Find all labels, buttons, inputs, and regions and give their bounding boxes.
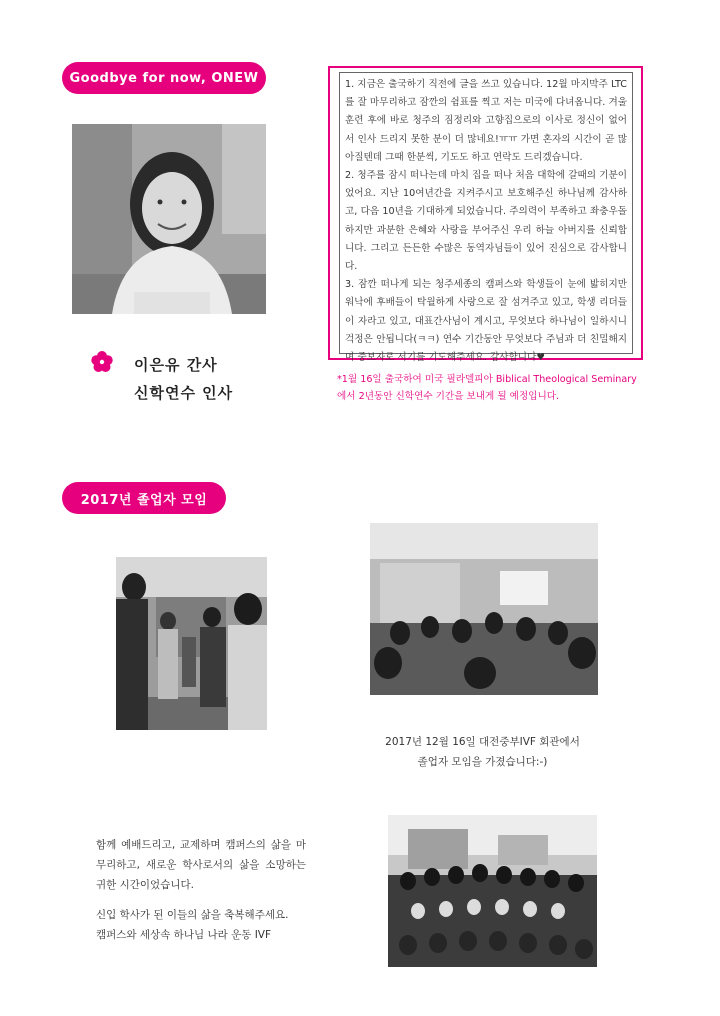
body-paragraph-2-line-1: 신입 학사가 된 이들의 삶을 축복해주세요. xyxy=(96,909,289,921)
flower-icon xyxy=(90,350,114,374)
goodbye-banner: Goodbye for now, ONEW xyxy=(62,62,266,94)
study-note-line-1: *1월 16일 출국하여 미국 필라델피아 Biblical Theological Seminary xyxy=(337,374,637,385)
meeting-room-photo xyxy=(370,523,598,695)
staff-title: 신학연수 인사 xyxy=(134,384,234,402)
body-paragraph-1: 함께 예배드리고, 교제하며 캠퍼스의 삶을 마무리하고, 새로운 학사로서의 삶을 소망하는 귀한 시간이었습니다. xyxy=(96,839,306,891)
staff-name: 이은유 간사 xyxy=(134,356,218,374)
gathering-caption xyxy=(370,732,595,772)
study-note-line-2: 에서 2년동안 신학연수 기간을 보내게 될 예정입니다. xyxy=(337,391,560,402)
letter-paragraph-3: 3. 잠깐 떠나게 되는 청주세종의 캠퍼스와 학생들이 눈에 밟히지만 워낙에 후배들이 탁월하게 사랑으로 잘 섬겨주고 있고, 학생 리더들이 자라고 있고, 대표간사님이 계시고, 무엇보다 하나님이 일하시니 걱정은 안됩니다(ㅋㅋ) 연수 기간동안 무엇보다 주님과 더 친밀해지며 중보자로 서기를 기도해주세요. 감사합니다♥ xyxy=(345,279,627,364)
study-note xyxy=(337,371,655,405)
body-paragraph-2 xyxy=(96,905,306,945)
letter-paragraph-2: 2. 청주를 잠시 떠나는데 마치 집을 떠나 처음 대학에 갈때의 기분이었어요. 지난 10여년간을 지켜주시고 보호해주신 하나님께 감사하고, 다음 10년을 기대하게 되었습니다. 주의력이 부족하고 좌충우돌하지만 과분한 은혜와 사랑을 부어주신 우리 하늘 아버지를 신뢰합니다. 그리고 든든한 수많은 동역자님들이 있어 진심으로 감사합니다. xyxy=(345,170,627,273)
caption-line-2: 졸업자 모임을 가졌습니다:-) xyxy=(417,756,548,768)
caption-line-1: 2017년 12월 16일 대전중부IVF 회관에서 xyxy=(385,736,580,748)
portrait-photo xyxy=(72,124,266,314)
letter-inner-frame xyxy=(339,72,633,364)
body-paragraph-2-line-2: 캠퍼스와 세상속 하나님 나라 운동 IVF xyxy=(96,929,272,941)
gathering-body-text xyxy=(96,835,306,955)
letter-paragraph-1: 1. 지금은 출국하기 직전에 글을 쓰고 있습니다. 12월 마지막주 LTC를 잘 마무리하고 잠깐의 쉼표를 찍고 저는 미국에 다녀옵니다. 겨울훈련 후에 바로 청주의 짐정리와 고향집으로의 이사로 정신이 없어서 인사 드리지 못한 분이 더 많네요!ㅠㅠ 가면 혼자의 시간이 곧 많아질텐데 그때 한분씩, 기도도 하고 연락도 드리겠습니다. xyxy=(345,79,627,163)
graduates-banner: 2017년 졸업자 모임 xyxy=(62,482,226,514)
handshake-photo xyxy=(116,557,267,730)
group-photo xyxy=(388,815,597,967)
letter-box xyxy=(328,66,643,364)
